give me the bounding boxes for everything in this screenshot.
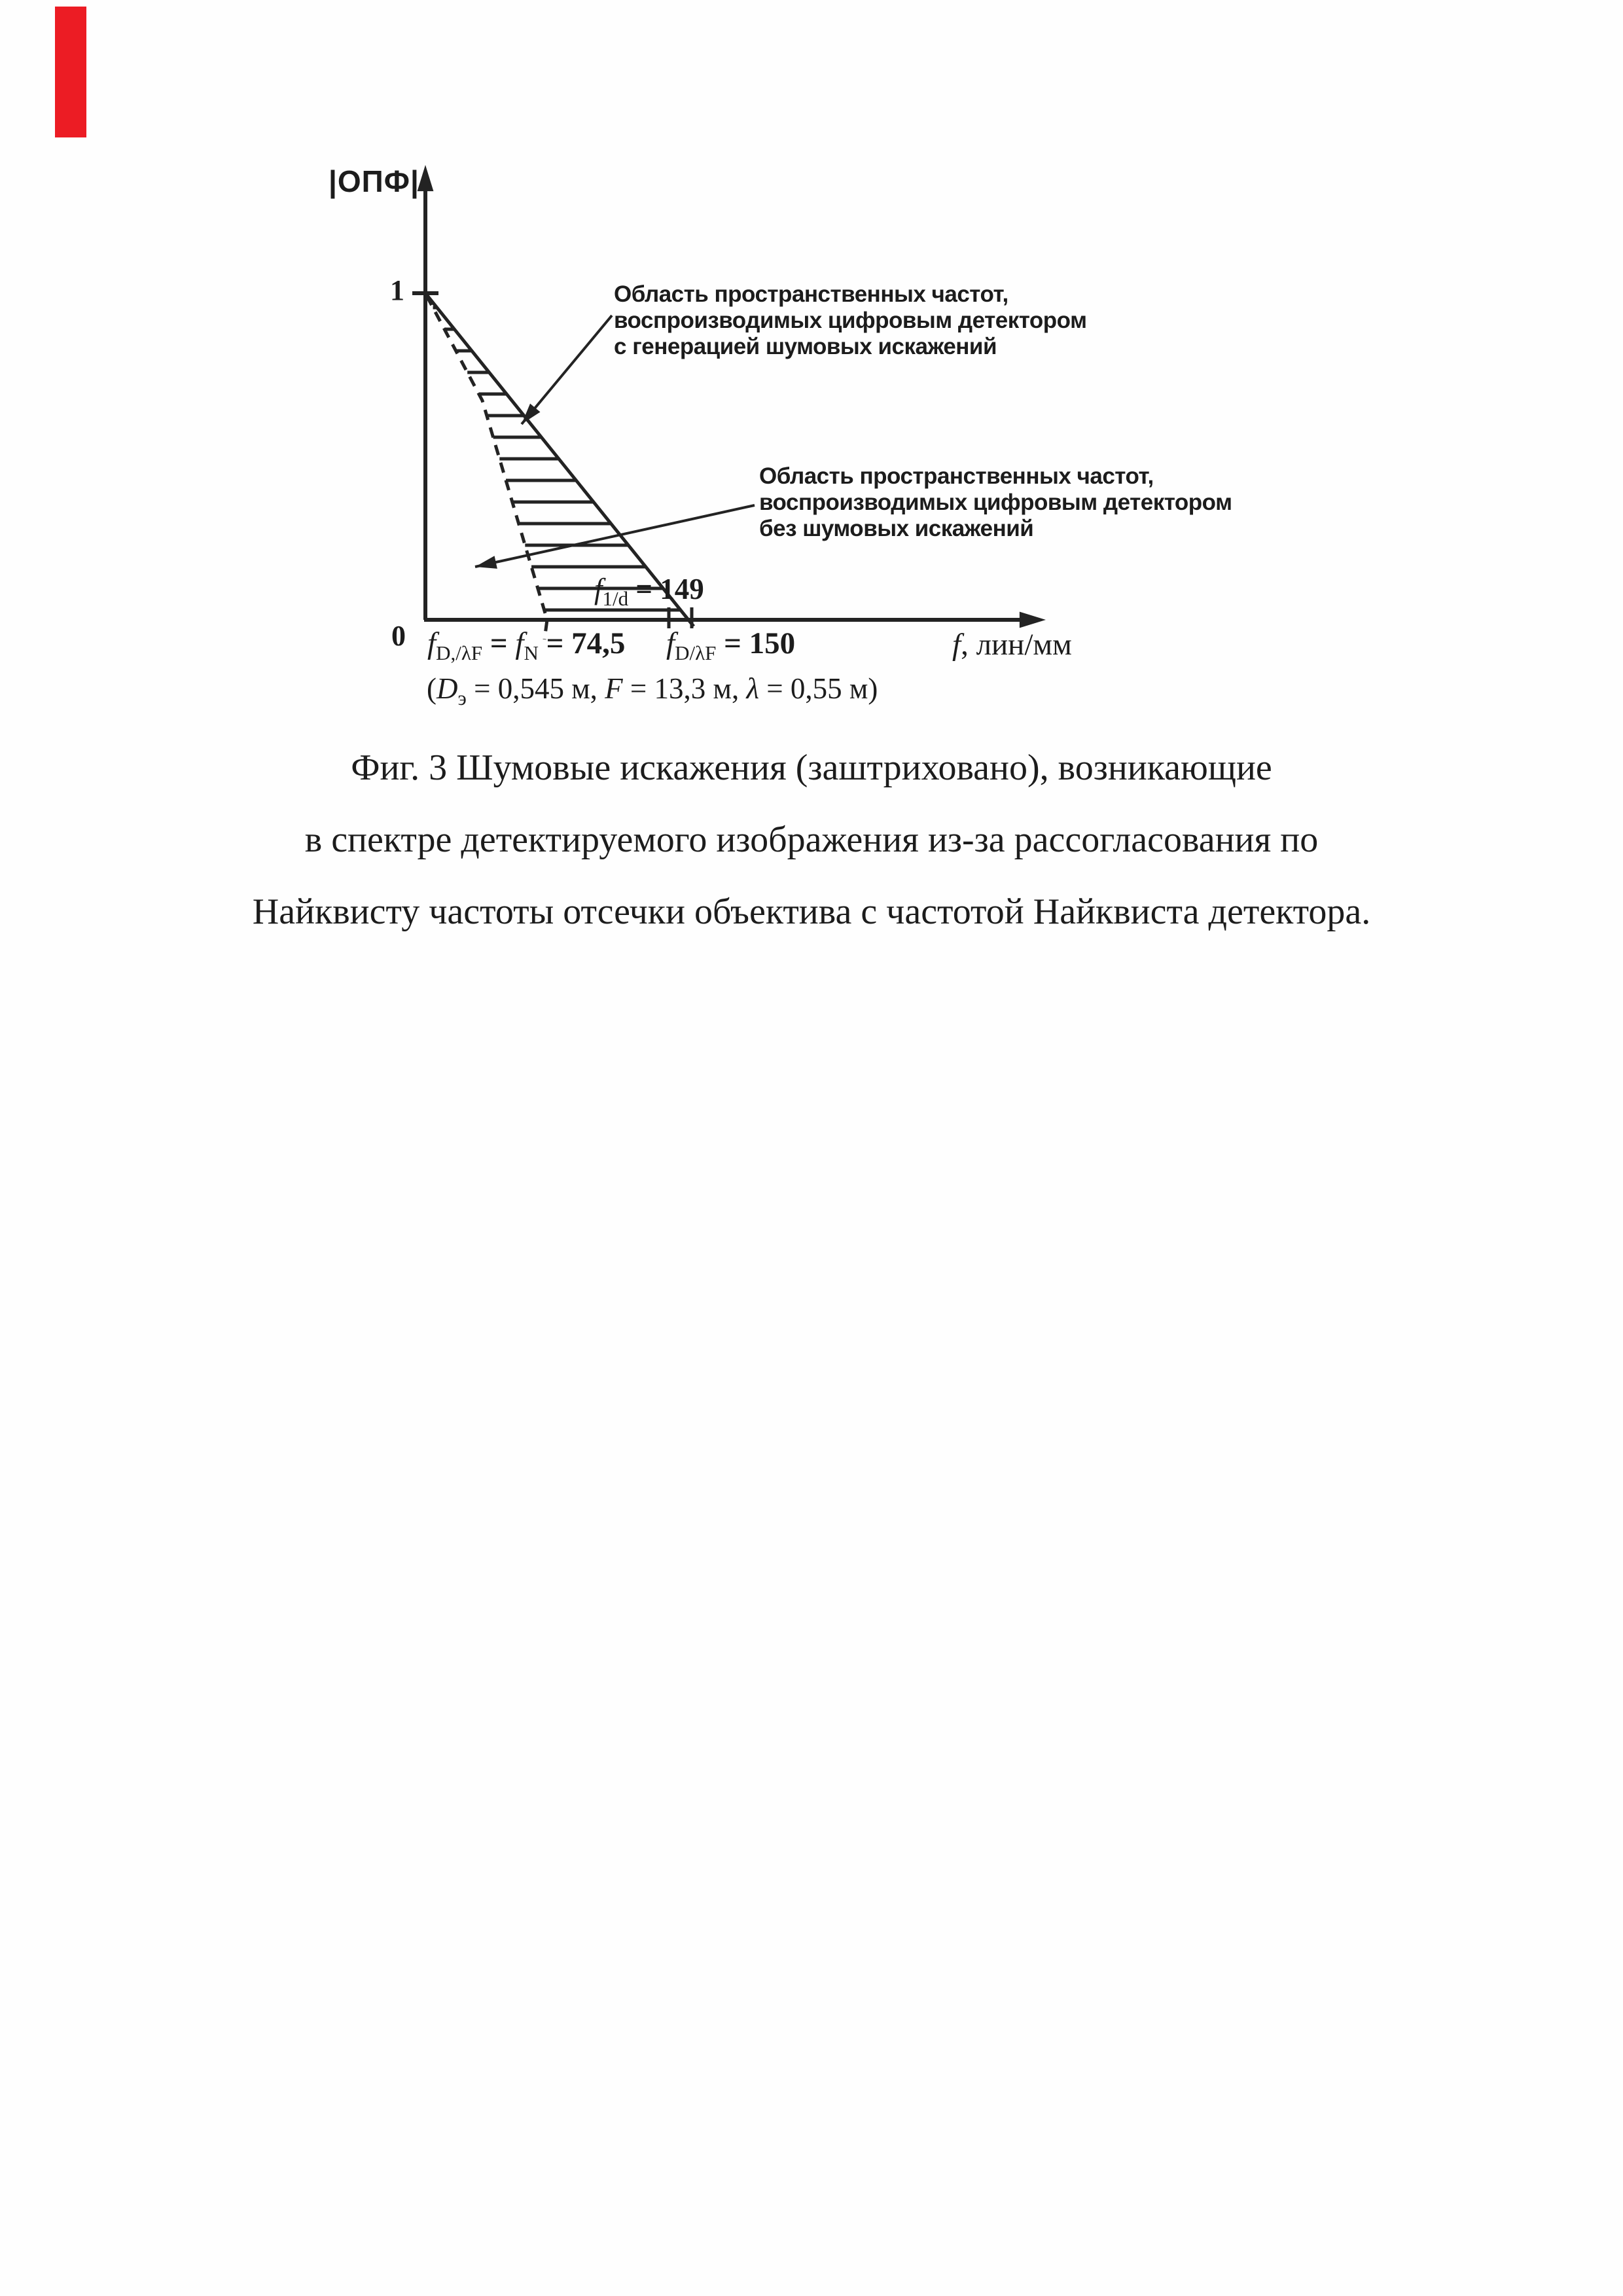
- params-F: F: [605, 672, 623, 705]
- nyquist-value: 74,5: [571, 626, 626, 660]
- eq1: =: [482, 626, 516, 660]
- x-unit-rest: , лин/мм: [961, 628, 1072, 662]
- params-lambda: λ: [746, 672, 760, 705]
- fD-sub: D,/λF: [436, 641, 483, 664]
- cutoff-f: f: [594, 573, 603, 605]
- annotation-clean-line2: воспроизводимых цифровым детектором: [759, 490, 1232, 515]
- leader-clean: [475, 505, 755, 567]
- params-D: D: [437, 672, 458, 705]
- x-tick-label-cutoff150: [666, 626, 795, 665]
- eq2: =: [538, 626, 572, 660]
- figure-caption: [157, 732, 1466, 948]
- fDl-sub: D/λF: [675, 641, 717, 664]
- fDl-base: f: [666, 626, 675, 660]
- y-tick-label-1: 1: [390, 274, 404, 306]
- annotation-clean-line1: Область пространственных частот,: [759, 463, 1154, 489]
- annotation-noisy-line1: Область пространственных частот,: [614, 281, 1008, 307]
- y-axis-label: |ОПФ|: [329, 164, 419, 198]
- annotation-noisy-region: [614, 281, 1086, 360]
- detector-otf-dashed-line: [427, 296, 547, 639]
- cutoff-eq: =: [628, 573, 660, 605]
- params-eq2: = 13,3 м,: [622, 672, 747, 705]
- cutoff-value: 149: [660, 573, 704, 605]
- x-unit-f: f: [952, 628, 961, 662]
- params-eq1: = 0,545 м,: [466, 672, 605, 705]
- y-axis-arrowhead: [418, 165, 434, 191]
- annotation-clean-line3: без шумовых искажений: [759, 516, 1034, 541]
- eq3: =: [716, 626, 749, 660]
- caption-line1: Фиг. 3 Шумовые искажения (заштриховано), возникающие: [351, 747, 1272, 788]
- annotation-noisy-line2: воспроизводимых цифровым детектором: [614, 308, 1087, 333]
- params-D-sub: э: [457, 687, 467, 709]
- params-open: (: [427, 672, 437, 705]
- parameters-label: [427, 672, 878, 710]
- leader-clean-arrowhead: [475, 556, 497, 569]
- x-axis-unit-label: [952, 627, 1072, 662]
- fD-base: f: [427, 626, 437, 660]
- fN-sub: N: [524, 641, 539, 664]
- cutoff150-value: 150: [749, 626, 796, 660]
- params-eq3: = 0,55 м): [759, 672, 878, 705]
- cutoff-frequency-label: [594, 572, 704, 611]
- x-tick-label-nyquist: [427, 626, 625, 665]
- x-axis-arrowhead: [1020, 612, 1046, 628]
- annotation-clean-region: [759, 463, 1232, 542]
- fN-base: f: [515, 626, 524, 660]
- cutoff-sub: 1/d: [602, 587, 629, 610]
- caption-line3: Найквисту частоты отсечки объектива с частотой Найквиста детектора.: [252, 891, 1371, 932]
- annotation-noisy-line3: с генерацией шумовых искажений: [614, 334, 997, 359]
- origin-label: 0: [391, 620, 406, 652]
- caption-line2: в спектре детектируемого изображения из-за рассогласования по: [304, 819, 1319, 860]
